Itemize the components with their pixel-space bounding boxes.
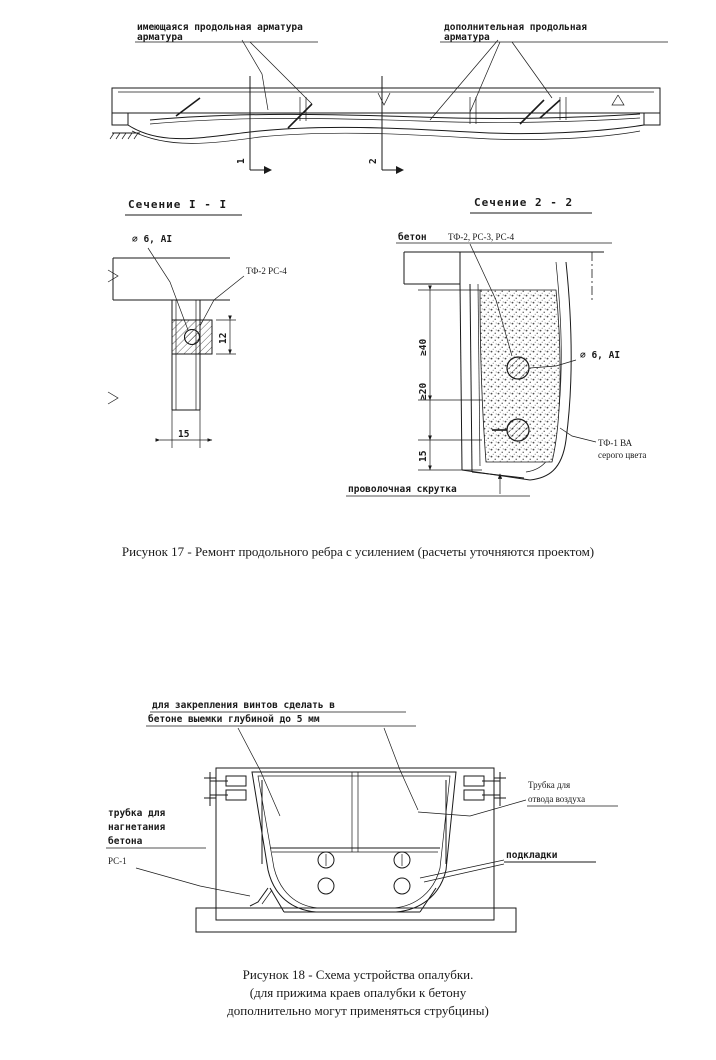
bar-d6-left-label: ⌀ 6, AI bbox=[132, 234, 173, 245]
dimension-chain-section-2 bbox=[418, 290, 482, 470]
wire-twist-label bbox=[346, 474, 530, 496]
svg-text:≥40: ≥40 bbox=[418, 338, 429, 356]
svg-text:нагнетания: нагнетания bbox=[108, 822, 166, 833]
callout-2-label: 2 bbox=[368, 158, 379, 164]
svg-text:≥20: ≥20 bbox=[418, 382, 429, 400]
additional-rebar-label bbox=[440, 22, 668, 43]
svg-text:подкладки: подкладки bbox=[506, 850, 558, 861]
svg-text:12: 12 bbox=[218, 332, 229, 344]
injection-tube-material: РС-1 bbox=[108, 856, 127, 866]
section-2-title: Сечение 2 - 2 bbox=[474, 196, 574, 209]
svg-text:15: 15 bbox=[418, 450, 429, 462]
slab-elevation-drawing bbox=[110, 40, 660, 174]
svg-text:имеющаяся продольная арматура: имеющаяся продольная арматура bbox=[137, 22, 303, 33]
dimension-12 bbox=[216, 320, 236, 354]
concrete-note: бетон bbox=[398, 232, 427, 243]
section-marker-2 bbox=[368, 76, 404, 174]
svg-text:серого цвета: серого цвета bbox=[598, 450, 647, 460]
tf2-pc4-label: ТФ-2 РС-4 bbox=[246, 266, 287, 276]
svg-text:ТФ-1 ВА: ТФ-1 ВА bbox=[598, 438, 633, 448]
dimension-15 bbox=[160, 410, 212, 448]
right-clamp bbox=[464, 772, 506, 806]
concrete-grades: ТФ-2, РС-3, РС-4 bbox=[448, 232, 515, 242]
section-1-title: Сечение I - I bbox=[128, 198, 228, 211]
svg-text:дополнительная продольная: дополнительная продольная bbox=[444, 22, 587, 33]
svg-text:отвода воздуха: отвода воздуха bbox=[528, 794, 586, 804]
svg-text:для закрепления винтов сделать: для закрепления винтов сделать в bbox=[152, 700, 336, 711]
svg-text:арматура: арматура bbox=[444, 32, 490, 43]
svg-text:⌀ 6, AI: ⌀ 6, AI bbox=[580, 350, 621, 361]
section-2-2-drawing bbox=[346, 196, 646, 496]
formwork-assembly-drawing bbox=[196, 768, 516, 932]
svg-text:Трубка для: Трубка для bbox=[528, 780, 571, 790]
callout-1-label: 1 bbox=[236, 158, 247, 164]
svg-text:бетоне выемки глубиной до 5 мм: бетоне выемки глубиной до 5 мм bbox=[148, 714, 320, 725]
figure-18-caption bbox=[0, 966, 716, 1020]
left-clamp bbox=[204, 772, 246, 806]
svg-text:бетона: бетона bbox=[108, 836, 143, 847]
svg-text:проволочная скрутка: проволочная скрутка bbox=[348, 484, 457, 495]
figure-18-caption-line-1: Рисунок 18 - Схема устройства опалубки. bbox=[242, 967, 474, 982]
section-marker-1 bbox=[236, 76, 272, 174]
svg-text:15: 15 bbox=[178, 429, 190, 440]
svg-text:трубка для: трубка для bbox=[108, 808, 166, 819]
figure-17-caption: Рисунок 17 - Ремонт продольного ребра с усилением (расчеты уточняются проектом) bbox=[121, 544, 595, 559]
svg-text:арматура: арматура bbox=[137, 32, 183, 43]
injection-tube-label bbox=[106, 808, 250, 896]
figure-18-caption-line-2: (для прижима краев опалубки к бетону bbox=[249, 985, 467, 1000]
tf1-va-label bbox=[560, 428, 646, 460]
air-tube-label bbox=[418, 780, 618, 816]
figure-18-caption-line-3: дополнительно могут применяться струбцины) bbox=[227, 1003, 489, 1018]
pads-bolts bbox=[318, 852, 410, 894]
existing-rebar-label bbox=[135, 22, 318, 43]
formwork-top-note bbox=[146, 700, 418, 816]
section-1-1-drawing bbox=[108, 198, 287, 448]
